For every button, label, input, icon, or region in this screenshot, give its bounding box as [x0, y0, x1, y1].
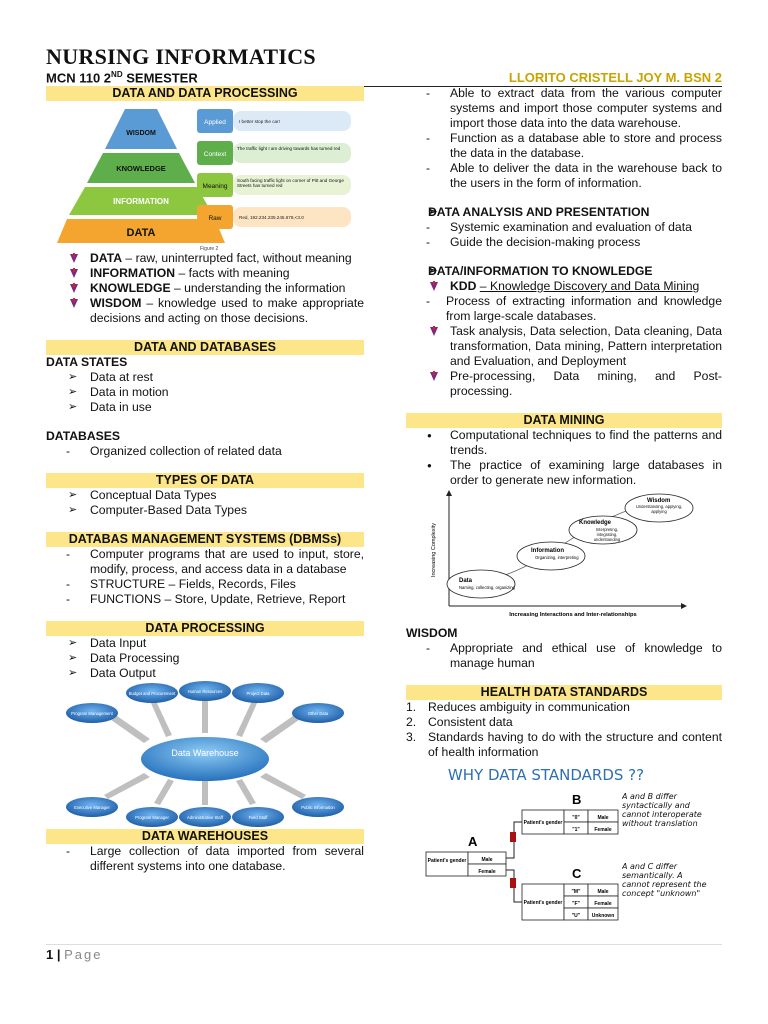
b-code-0: "0": [572, 815, 580, 821]
page-label: Page: [64, 947, 103, 962]
list-item: DATA – raw, uninterrupted fact, without meaning: [90, 251, 352, 265]
dikw-definitions: [46, 251, 364, 326]
diagram-ylabel: Increasing Complexity: [431, 522, 437, 578]
warehouses-list: [46, 844, 364, 874]
c-code-f: "F": [572, 901, 580, 907]
pyramid-tag-raw: Raw: [208, 215, 222, 222]
node-public-information: Public Information: [301, 805, 335, 810]
label-a: A: [468, 834, 478, 849]
node-project-data: Project Data: [246, 691, 270, 696]
c-code-m: "M": [571, 889, 581, 895]
pyramid-level-knowledge: KNOWLEDGE: [116, 164, 166, 173]
list-item: INFORMATION – facts with meaning: [90, 266, 290, 280]
list-item: - Process of extracting information and knowledge from large-scale databases.: [406, 294, 722, 324]
list-item: ➢ Data Output: [46, 666, 364, 681]
warehouse-center-label: Data Warehouse: [171, 748, 239, 758]
b-val-male: Male: [597, 815, 609, 821]
list-item: ➢ Conceptual Data Types: [46, 488, 364, 503]
analysis-list: [406, 220, 722, 250]
course-label: MCN 110 2ND SEMESTER: [46, 70, 198, 86]
dikw-progression-diagram: [419, 488, 709, 618]
analysis-heading: ➢ DATA ANALYSIS AND PRESENTATION: [406, 205, 722, 220]
dikw-node-information: Information: [531, 548, 564, 554]
a-val-female: Female: [478, 869, 496, 875]
analysis-heading-list: [406, 205, 722, 220]
list-item: 2. Consistent data: [406, 715, 513, 729]
list-item: WISDOM – knowledge used to make appropriate decisions and acting on those decisions.: [90, 296, 364, 325]
pyramid-tag-meaning: Meaning: [202, 183, 228, 190]
dikw-node-wisdom-desc: Understanding, applying, applying: [635, 505, 683, 514]
why-title: WHY DATA STANDARDS ??: [447, 766, 645, 784]
c-code-u: "U": [571, 913, 581, 919]
wisdom-label: WISDOM: [406, 626, 458, 640]
list-item: ➢ Data in motion: [46, 385, 364, 400]
section-header-data-mining: DATA MINING: [406, 413, 722, 428]
section-header-health-data-standards: HEALTH DATA STANDARDS: [406, 685, 722, 700]
list-item: - Systemic examination and evaluation of data: [406, 220, 722, 235]
list-item: ● Computational techniques to find the patterns and trends.: [406, 428, 722, 458]
list-item: ➢ Data Input: [46, 636, 364, 651]
header-line: [46, 70, 722, 87]
list-item: ➢ Data in use: [46, 400, 364, 415]
label-c: C: [572, 866, 582, 881]
section-header-data-processing-steps: DATA PROCESSING: [46, 621, 364, 636]
data-warehouse-diagram: [46, 681, 364, 829]
data-states-label: DATA STATES: [46, 355, 128, 369]
b-field-label: Patient's gender: [523, 820, 563, 826]
dik-heading-list: [406, 264, 722, 279]
dikw-node-data-desc: Naming, collecting, organizing: [459, 585, 515, 590]
pyramid-tag-applied: Applied: [204, 119, 226, 126]
databases-list: [46, 444, 364, 459]
b-val-female: Female: [594, 827, 612, 833]
document-title: NURSING INFORMATICS: [46, 44, 316, 69]
section-header-data-warehouses: DATA WAREHOUSES: [46, 829, 364, 844]
pyramid-example-wisdom: I better stop the car!: [239, 119, 280, 124]
list-item: - FUNCTIONS – Store, Update, Retrieve, Report: [46, 592, 364, 607]
page-footer: 1 | Page: [46, 944, 722, 962]
pyramid-example-knowledge: The traffic light I am driving towards has turned red: [237, 146, 341, 151]
note-syntactic: A and B differ syntactically and cannot interoperate without translation: [622, 792, 702, 828]
section-header-data-processing: DATA AND DATA PROCESSING: [46, 86, 364, 101]
b-code-1: "1": [572, 827, 580, 833]
pyramid-level-information: INFORMATION: [113, 197, 169, 206]
list-item: ➢ Data Processing: [46, 651, 364, 666]
list-item: 1. Reduces ambiguity in communication: [406, 700, 630, 714]
dbms-list: [46, 547, 364, 607]
c-val-female: Female: [594, 901, 612, 907]
kdd-heading-list: [406, 279, 722, 294]
mining-list: [406, 428, 722, 488]
kdd-steps-list: [406, 324, 722, 399]
node-program-management: Program Management: [71, 711, 113, 716]
dikw-node-knowledge: Knowledge: [579, 520, 612, 526]
c-field-label: Patient's gender: [523, 900, 563, 906]
list-item: - STRUCTURE – Fields, Records, Files: [46, 577, 364, 592]
list-item: - Function as a database able to store and process the data in the database.: [406, 131, 722, 161]
node-field-staff: Field Staff: [248, 815, 268, 820]
dikw-node-information-desc: Organizing, interpreting: [535, 555, 579, 560]
list-item: - Able to deliver the data in the warehouse back to the users in the form of information.: [406, 161, 722, 191]
node-program-manager: Program Manager: [135, 815, 169, 820]
section-header-types-of-data: TYPES OF DATA: [46, 473, 364, 488]
diagram-xlabel: Increasing Interactions and Inter-relationships: [509, 612, 637, 618]
processing-list: [46, 636, 364, 681]
dikw-node-knowledge-desc: Interpreting, integrating, understanding: [593, 528, 621, 542]
node-budget: Budget and Procurement: [128, 691, 176, 696]
node-other-data: Other Data: [307, 711, 329, 716]
list-item: 3. Standards having to do with the structure and content of health information: [406, 730, 722, 759]
list-item: Pre-processing, Data mining, and Post-processing.: [450, 369, 722, 398]
list-item: - Appropriate and ethical use of knowledge to manage human: [406, 641, 722, 671]
list-item: ➢ Computer-Based Data Types: [46, 503, 364, 518]
databases-label: DATABASES: [46, 429, 121, 443]
pyramid-level-wisdom: WISDOM: [126, 130, 156, 137]
kdd-def-list: [406, 294, 722, 324]
pyramid-tag-context: Context: [203, 151, 227, 158]
node-human-resources: Human Resources: [187, 689, 223, 694]
a-val-male: Male: [481, 857, 493, 863]
kdd-heading: KDD – Knowledge Discovery and Data Mining: [450, 279, 700, 293]
c-val-male: Male: [597, 889, 609, 895]
node-administrative-staff: Administrative Staff: [187, 815, 223, 820]
a-field-label: Patient's gender: [427, 858, 467, 864]
left-column: [46, 86, 364, 874]
note-semantic: A and C differ semantically. A cannot represent the concept "unknown": [622, 862, 707, 898]
wisdom-list: [406, 641, 722, 671]
list-item: ➢ Data at rest: [46, 370, 364, 385]
types-list: [46, 488, 364, 518]
why-data-standards-figure: [414, 766, 714, 938]
data-states-list: [46, 370, 364, 415]
c-val-unknown: Unknown: [591, 913, 615, 919]
dik-heading: ➢ DATA/INFORMATION TO KNOWLEDGE: [406, 264, 722, 279]
pyramid-level-data: DATA: [126, 227, 156, 239]
section-header-dbms: DATABAS MANAGEMENT SYSTEMS (DBMSs): [46, 532, 364, 547]
list-item: - Able to extract data from the various computer systems and import those computer systems and import those data into the data warehouse.: [406, 86, 722, 131]
dikw-pyramid-figure: [55, 101, 355, 251]
author-name: LLORITO CRISTELL JOY M. BSN 2: [508, 70, 722, 85]
standards-list: [406, 700, 722, 760]
list-item: Task analysis, Data selection, Data cleaning, Data transformation, Data mining, Pattern interpretation and Evaluation, and Deployment: [450, 324, 722, 368]
right-column: [406, 86, 722, 938]
list-item: - Computer programs that are used to input, store, modify, process, and access data in a database: [46, 547, 364, 577]
list-item: - Large collection of data imported from several different systems into one database.: [46, 844, 364, 874]
figure-caption: Figure 2: [200, 246, 219, 251]
pyramid-example-data: Red, 192.234.235.245.678,<3.0: [239, 215, 304, 220]
dikw-node-data: Data: [459, 578, 473, 584]
dikw-node-wisdom: Wisdom: [647, 498, 671, 504]
list-item: KNOWLEDGE – understanding the information: [90, 281, 346, 295]
list-item: - Organized collection of related data: [46, 444, 364, 459]
pyramid-example-information: South facing traffic light on corner of Pitt and George Streets has turned red: [237, 178, 344, 189]
page-number: 1: [46, 947, 54, 962]
node-executive-manager: Executive Manager: [74, 805, 110, 810]
list-item: - Guide the decision-making process: [406, 235, 722, 250]
section-header-data-and-databases: DATA AND DATABASES: [46, 340, 364, 355]
list-item: ● The practice of examining large databases in order to generate new information.: [406, 458, 722, 488]
warehouse-functions-list: [406, 86, 722, 191]
label-b: B: [572, 792, 582, 807]
